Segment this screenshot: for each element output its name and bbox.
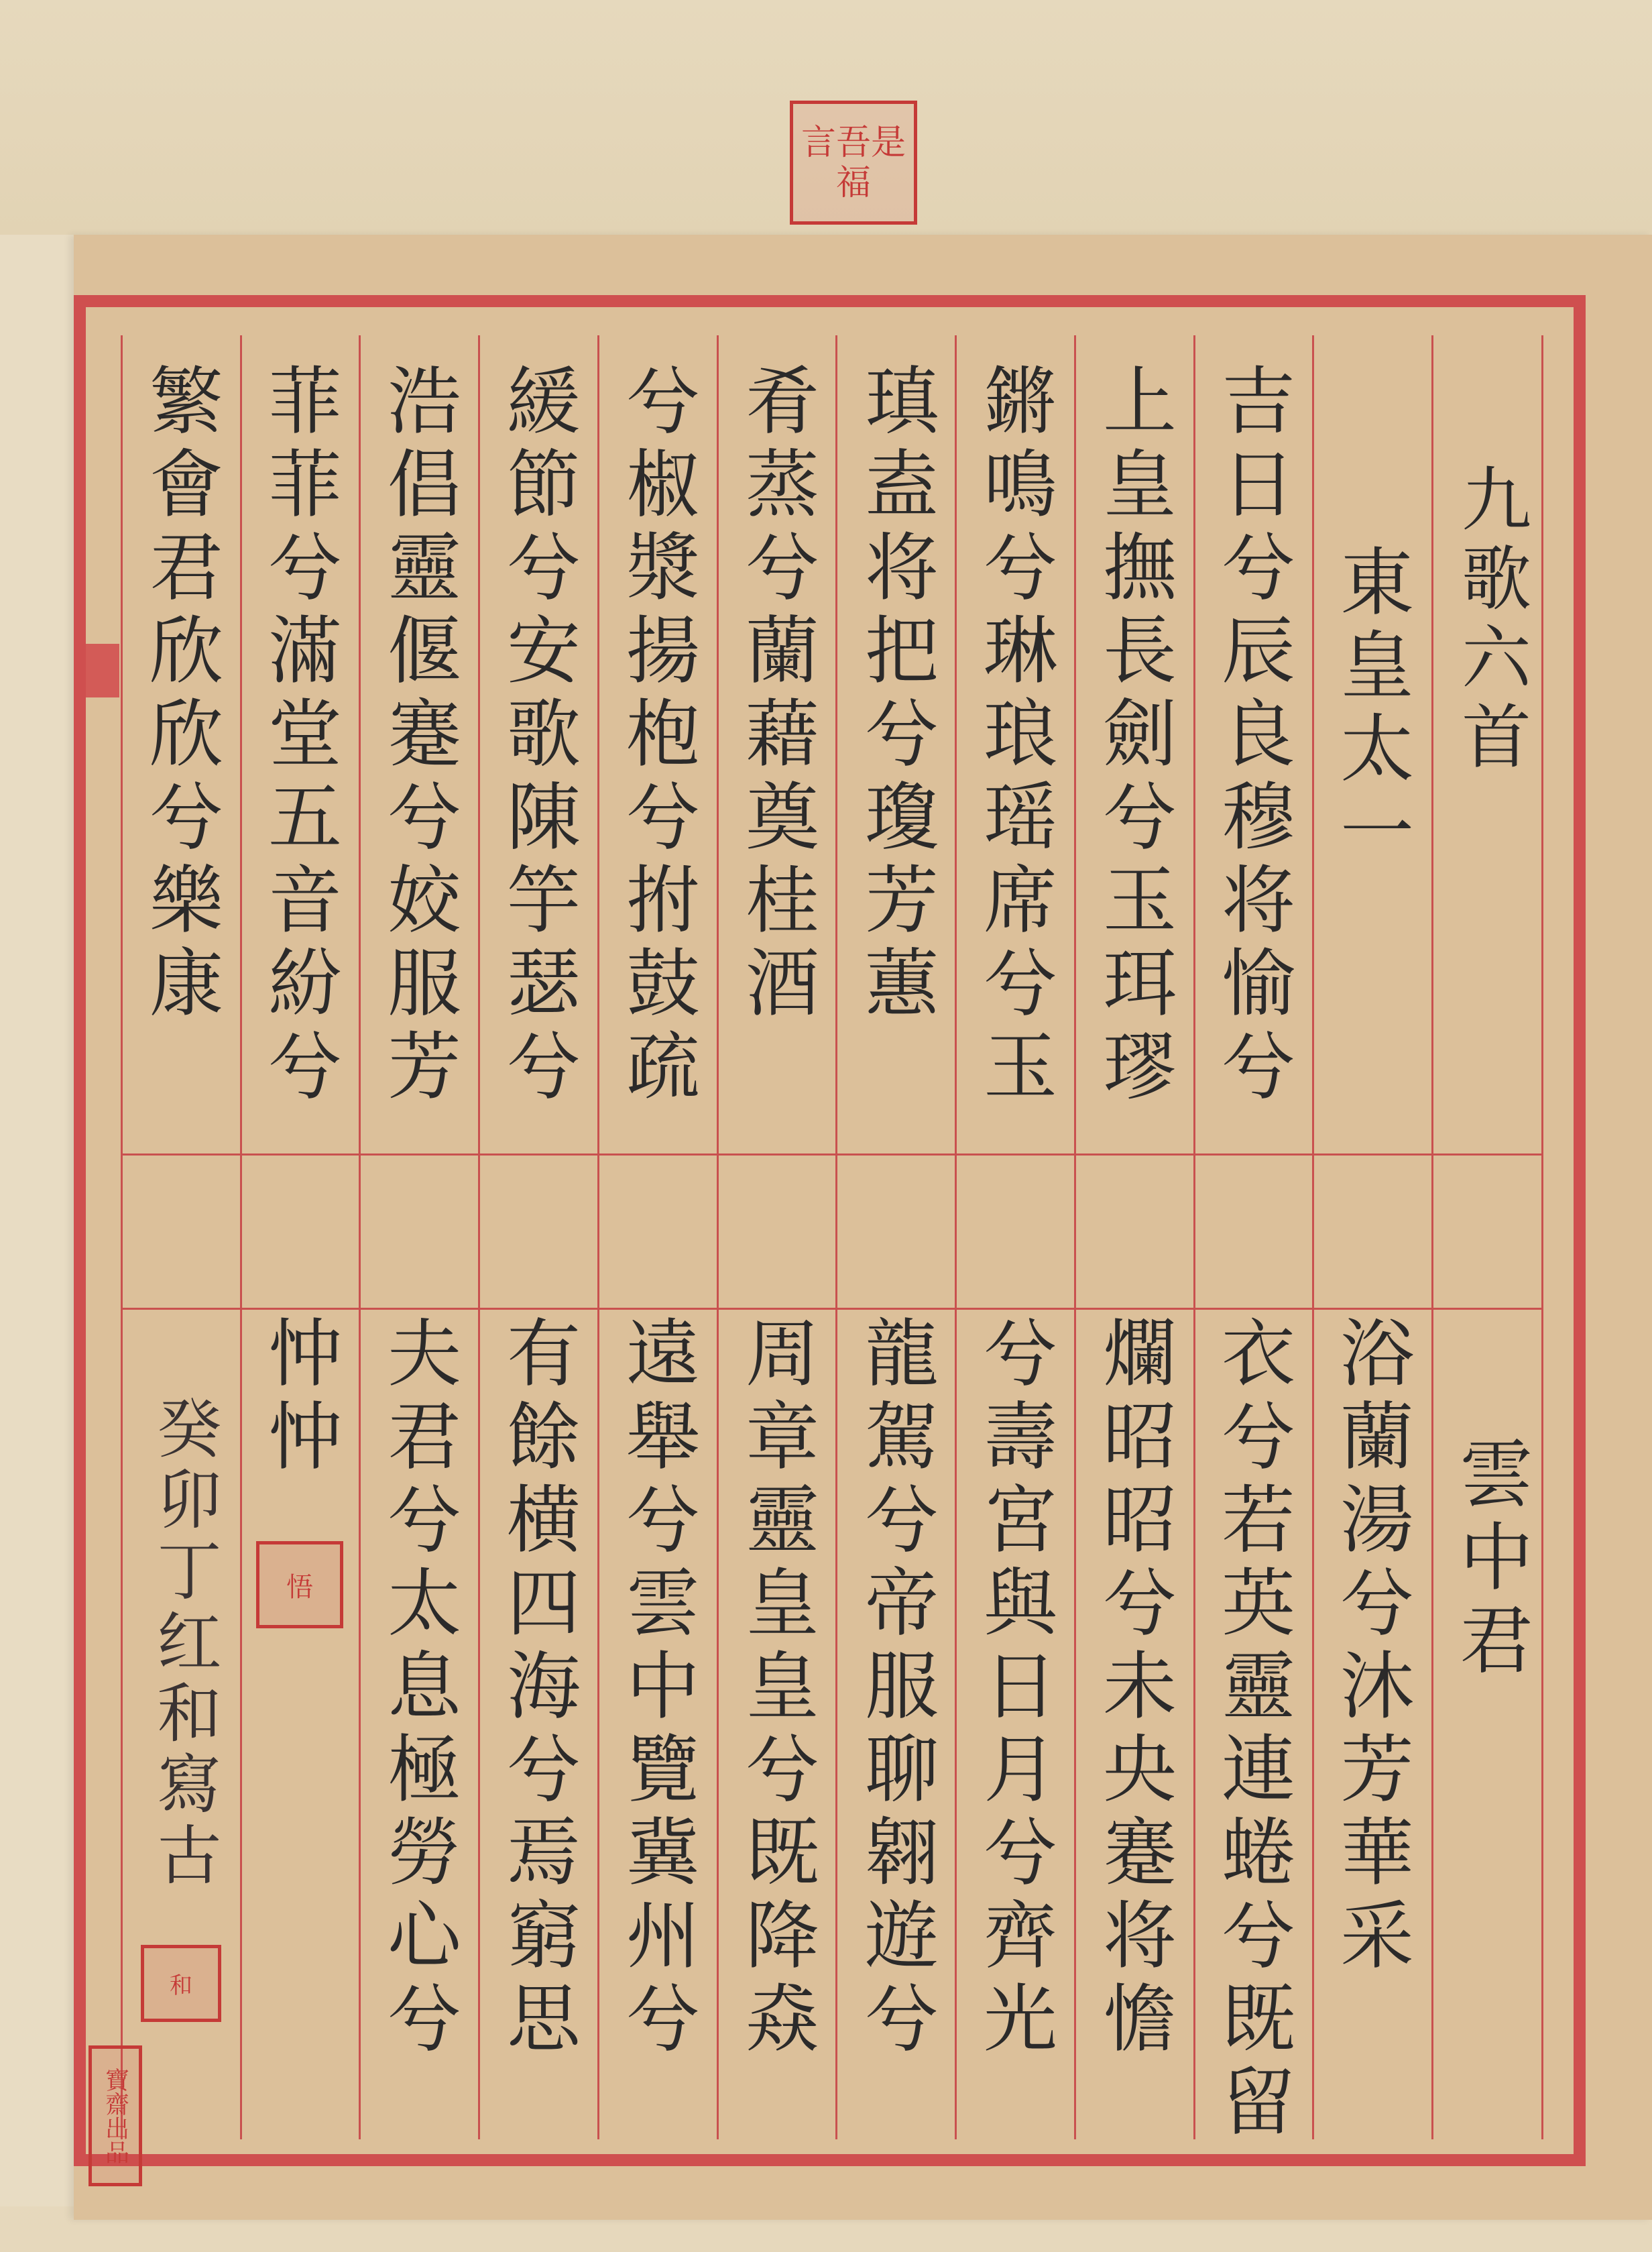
poem-line: 肴蒸兮蘭藉奠桂酒: [733, 362, 819, 1027]
rule-line: [955, 335, 957, 2139]
colophon-signature: 癸卯丁红和寫古: [147, 1395, 222, 1893]
poem-line: 繁會君欣欣兮樂康: [137, 362, 223, 1027]
poem-line: 夫君兮太息極勞心兮: [375, 1314, 461, 2063]
rule-line: [717, 335, 719, 2139]
poem-line: 遠舉兮雲中覽冀州兮: [614, 1314, 700, 2063]
poem-line: 菲菲兮滿堂五音紛兮: [256, 362, 342, 1111]
poem-line: 上皇撫長劍兮玉珥璆: [1091, 362, 1177, 1111]
poem-line: 浴蘭湯兮沐芳華采: [1328, 1314, 1414, 1980]
poem-line: 浩倡靈偃蹇兮姣服芳: [375, 362, 461, 1111]
section-heading-donghuang: 東皇太一: [1328, 543, 1414, 876]
poem-line: 衣兮若英靈連蜷兮既留: [1210, 1314, 1295, 2146]
rule-line: [597, 335, 599, 2139]
rule-line: [1312, 335, 1314, 2139]
poem-line: 爛昭昭兮未央蹇将憺: [1091, 1314, 1177, 2063]
rule-line: [1074, 335, 1076, 2139]
rule-line: [240, 335, 242, 2139]
rule-line: [121, 335, 123, 2139]
rule-line: [359, 335, 361, 2139]
poem-line: 兮壽宮與日月兮齊光: [971, 1314, 1057, 2063]
artist-seal-stamp: 悟: [256, 1541, 343, 1628]
rule-line: [835, 335, 837, 2139]
poem-line: 有餘横四海兮焉窮思: [495, 1314, 581, 2063]
edge-seal-mark: [86, 644, 119, 697]
page-title: 九歌六首: [1450, 463, 1531, 779]
poem-line: 瑱盍将把兮瓊芳蕙: [853, 362, 939, 1027]
rule-line: [478, 335, 480, 2139]
top-seal-stamp: 言吾是福: [790, 101, 917, 225]
publisher-seal-stamp: 寶齋出品: [88, 2045, 142, 2186]
poem-line: 鏘鳴兮琳琅瑶席兮玉: [971, 362, 1057, 1111]
rule-line-horizontal: [121, 1153, 1543, 1156]
rule-line: [1431, 335, 1433, 2139]
poem-line: 緩節兮安歌陳竽瑟兮: [495, 362, 581, 1111]
section-heading-yunzhong: 雲中君: [1448, 1435, 1533, 1685]
rule-line-horizontal: [121, 1308, 1543, 1310]
signature-seal-stamp: 和: [141, 1945, 221, 2022]
poem-line: 吉日兮辰良穆将愉兮: [1210, 362, 1295, 1111]
poem-line: 龍駕兮帝服聊翱遊兮: [853, 1314, 939, 2063]
poem-line: 兮椒漿揚枹兮拊鼓疏: [614, 362, 700, 1111]
poem-line: 忡忡: [256, 1314, 342, 1481]
rule-line: [1193, 335, 1195, 2139]
poem-line: 周章靈皇皇兮既降猋: [733, 1314, 819, 2063]
